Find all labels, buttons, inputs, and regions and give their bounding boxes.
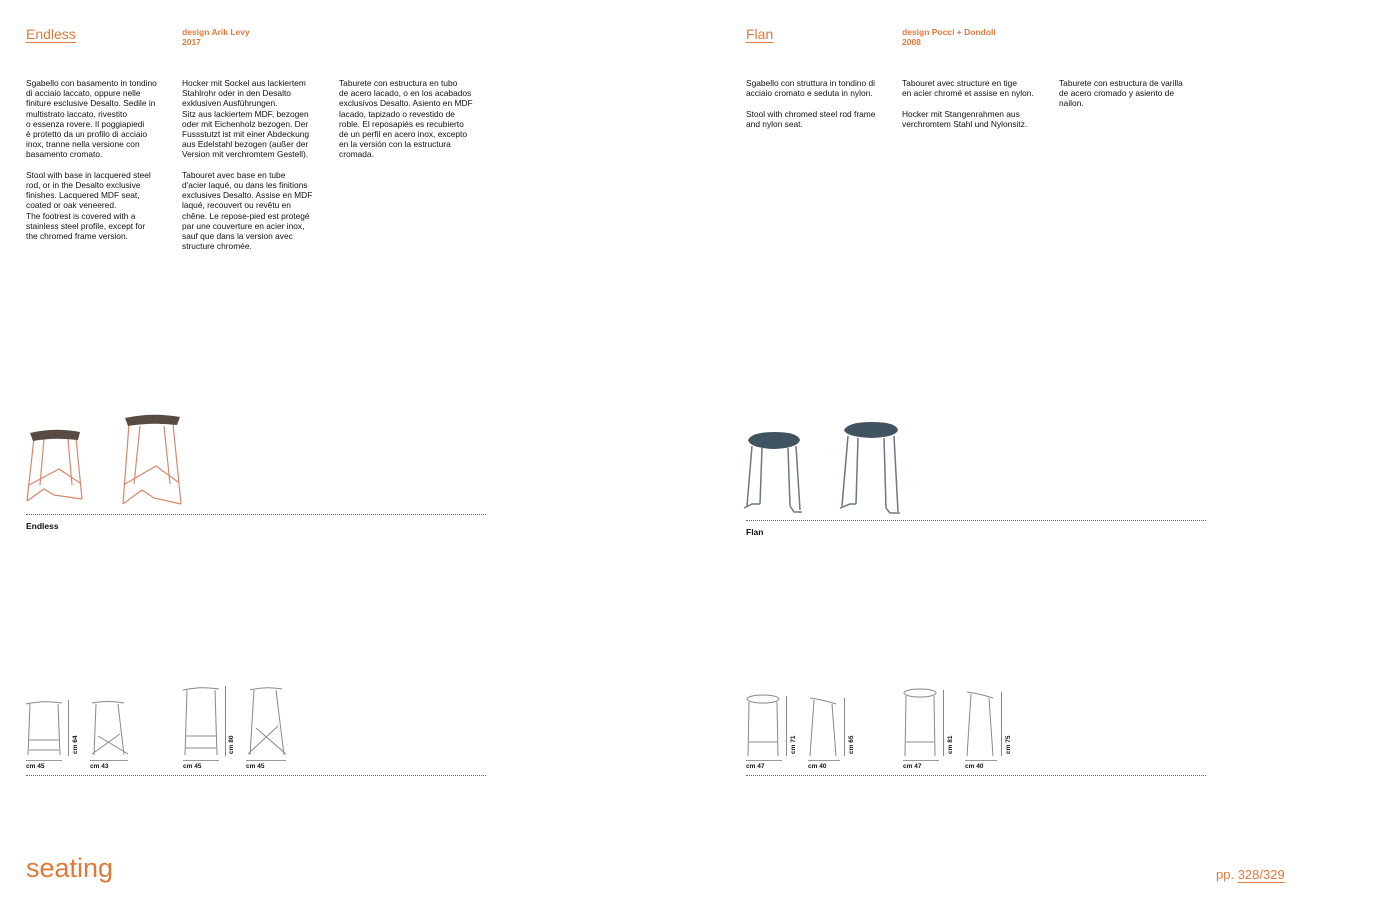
endless-stool-low-image: [24, 425, 86, 507]
flan-high-front-drawing: [903, 688, 939, 758]
page-range: 328/329: [1237, 867, 1285, 882]
width-dim-low-front: cm 45: [26, 763, 45, 770]
height-dim-low-side: cm 65: [848, 735, 855, 754]
endless-high-side-drawing: [246, 686, 288, 758]
description-de-fr: Hocker mit Sockel aus lackiertem Stahlrohr oder in den Desalto exklusiven Ausführungen. Sitz aus lackiertem MDF, bezogen oder mit Eichenholz bezogen. Der Fussstutzt ist mit einer Abdeckung aus Edelstahl bezogen (außer der Version mit verchromtem Gestell). Tabouret avec base en tube d'acier laqué, ou dans les finitions exclusives Desalto. Assise en MDF laqué, recouvert ou revêtu en chêne. Le repose-pied est protegé par une couverture en acier inox, sauf que dans la version avec structure chromée.: [182, 78, 313, 252]
width-dim-low-side: cm 40: [808, 763, 827, 770]
width-dim-high-side: cm 40: [965, 763, 984, 770]
height-line: [786, 696, 787, 756]
width-dim-high-front: cm 47: [903, 763, 922, 770]
designer-credit: [902, 27, 996, 47]
width-line: [183, 760, 219, 761]
page-prefix: pp.: [1216, 867, 1235, 882]
flan-high-side-drawing: [965, 690, 997, 758]
width-line: [746, 760, 782, 761]
width-line: [90, 760, 128, 761]
height-line: [68, 700, 69, 756]
divider-line: [26, 775, 486, 776]
width-line: [808, 760, 840, 761]
design-year: 2017: [182, 37, 201, 47]
divider-line: [746, 520, 1206, 521]
section-title: seating: [26, 853, 114, 883]
designer-name: design Arik Levy: [182, 27, 250, 37]
divider-line: [746, 775, 1206, 776]
height-dim-low-front: cm 71: [790, 735, 797, 754]
width-line: [26, 760, 62, 761]
page-numbers: [1216, 867, 1285, 882]
product-title-flan: Flan: [746, 26, 774, 42]
height-dim-high: cm 80: [228, 735, 235, 754]
flan-low-side-drawing: [808, 696, 840, 758]
width-dim-low-side: cm 43: [90, 763, 109, 770]
width-line: [965, 760, 997, 761]
endless-low-front-drawing: [26, 700, 66, 758]
flan-stool-low-image: [744, 430, 806, 514]
product-caption-flan: Flan: [746, 527, 764, 537]
endless-high-front-drawing: [183, 686, 223, 758]
description-it-en: Sgabello con basamento in tondino di acciaio laccato, oppure nelle finiture esclusive Desalto. Sedile in multistrato laccato, rivestito o essenza rovere. Il poggiapiedi è protetto da un profilo di acciaio inox, tranne nella versione con basamento cromato. Stool with base in lacquered steel rod, or in the Desalto exclusive finishes. Lacquered MDF seat, coated or oak veneered. The footrest is covered with a stainless steel profile, except for the chromed frame version.: [26, 78, 157, 242]
description-es: Taburete con estructura de varilla de acero cromado y asiento de nailon.: [1059, 78, 1183, 109]
width-dim-high-front: cm 45: [183, 763, 202, 770]
designer-credit: [182, 27, 250, 47]
flan-stool-high-image: [838, 420, 904, 516]
height-line: [225, 686, 226, 756]
endless-stool-high-image: [120, 412, 188, 510]
product-caption-endless: Endless: [26, 521, 59, 531]
width-line: [246, 760, 286, 761]
width-dim-low-front: cm 47: [746, 763, 765, 770]
description-es: Taburete con estructura en tubo de acero lacado, o en los acabados exclusivos Desalto. Asiento en MDF lacado, tapizado o revestido de roble. El reposapiés es recubierto de un perfil en acero inox, excepto en la versión con la estructura cromada.: [339, 78, 473, 160]
height-line: [943, 690, 944, 756]
divider-line: [26, 514, 486, 515]
height-dim-high-side: cm 75: [1005, 735, 1012, 754]
height-dim-low: cm 64: [72, 735, 79, 754]
design-year: 2008: [902, 37, 921, 47]
description-fr-de: Tabouret avec structure en tige en acier chromé et assise en nylon. Hocker mit Stangenrahmen aus verchromtem Stahl und Nylonsitz.: [902, 78, 1034, 129]
width-dim-high-side: cm 45: [246, 763, 265, 770]
endless-low-side-drawing: [90, 700, 130, 758]
height-dim-high-front: cm 81: [947, 735, 954, 754]
height-line: [844, 698, 845, 756]
flan-low-front-drawing: [746, 694, 782, 758]
product-title-endless: Endless: [26, 26, 76, 42]
description-it-en: Sgabello con struttura in tondino di acciaio cromato e seduta in nylon. Stool with chromed steel rod frame and nylon seat.: [746, 78, 876, 129]
height-line: [1001, 692, 1002, 756]
width-line: [903, 760, 939, 761]
designer-name: design Pocci + Dondoli: [902, 27, 996, 37]
